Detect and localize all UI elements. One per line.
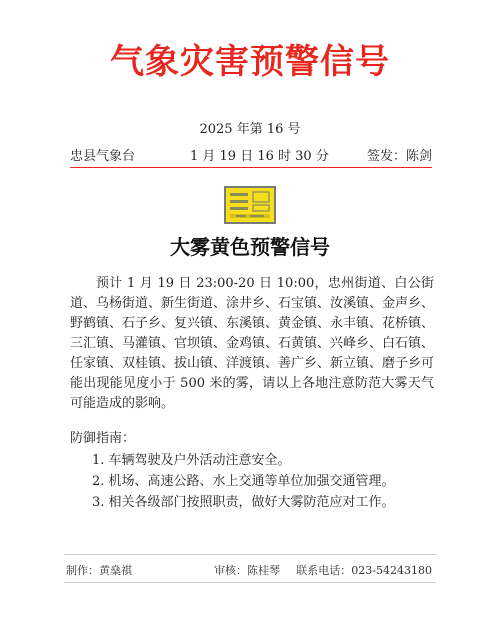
issuer: 忠县气象台 (70, 149, 136, 164)
list-item: 1. 车辆驾驶及户外活动注意安全。 (92, 453, 291, 468)
signal-title: 大雾黄色预警信号 (170, 235, 330, 259)
signer: 签发：陈剑 (366, 149, 432, 164)
forecast-text: 预计 1 月 19 日 23:00-20 日 10:00，忠州街道、白公街道、乌杨街道、新生街道、涂井乡、石宝镇、汝溪镇、金声乡、野鹤镇、石子乡、复兴镇、东溪镇、黄金镇、永丰镇、花桥镇、三汇镇、马灌镇、官坝镇、金鸡镇、石黄镇、兴峰乡、白石镇、任家镇、双桂镇、拔山镇、洋渡镇、善广乡、新立镇、磨子乡可能出现能见度小于 500 米的雾，请以上各地注意防范大雾天气可能造成的影响。 (70, 276, 435, 411)
footer-phone: 联系电话：023-54243180 (296, 564, 432, 577)
guidance-heading: 防御指南： (70, 431, 136, 446)
footer-reviewer: 审核：陈桂琴 (214, 564, 280, 577)
guidance-list (92, 450, 395, 513)
red-divider (70, 167, 432, 168)
footer-maker: 制作：黄燊祺 (66, 564, 132, 577)
footer-divider-top (64, 554, 436, 555)
issue-time: 1 月 19 日 16 时 30 分 (190, 149, 329, 164)
fog-yellow-warning-icon (224, 186, 276, 224)
page-title: 气象灾害预警信号 (110, 42, 390, 82)
issue-number: 2025 年第 16 号 (199, 122, 301, 137)
footer-divider-bottom (64, 582, 436, 583)
list-item: 2. 机场、高速公路、水上交通等单位加强交通管理。 (92, 474, 395, 489)
list-item: 3. 相关各级部门按照职责，做好大雾防范应对工作。 (92, 495, 395, 510)
